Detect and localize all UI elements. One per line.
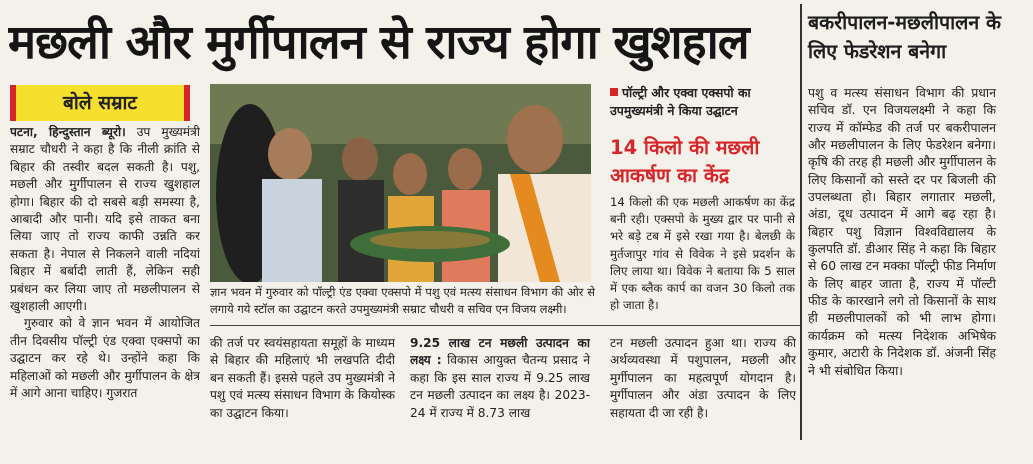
fish-article-body: 14 किलो की एक मछली आकर्षण का केंद्र बनी रही। एक्सपो के मुख्य द्वार पर पानी से भरे बड़े टब में इसे रखा गया है। बेलछी के मुर्तजापुर गांव से विवेक ने इसे प्रदर्शन के लिए लाया था। विवेक ने बताया कि 5 साल में एक ब्लैक कार्प का वजन 30 किलो तक हो जाता है। xyxy=(610,195,795,313)
expo-kicker-text: पॉल्ट्री और एक्वा एक्सपो का उपमुख्यमंत्री ने किया उद्घाटन xyxy=(610,85,751,118)
column-1-text-a: उप मुख्यमंत्री सम्राट चौधरी ने कहा है कि नीली क्रांति से बिहार की तस्वीर बदल सकती है। पशु, मछली और मुर्गीपालन से राज्य खुशहाल होगा। बिहार की दो सबसे बड़ी समस्या है, आबादी और पानी। यदि इसे ताकत बना लिया जाए तो राज्य काफी उन्नति कर सकता है। नेपाल से निकलने वाली नदियां बिहार में बर्बादी लाती हैं, लेकिन सही प्रबंधन कर लिया जाए तो मछलीपालन से खुशहाली आएगी। xyxy=(10,125,200,314)
caption-divider xyxy=(210,325,800,326)
event-photo xyxy=(210,84,591,282)
bullet-square-icon xyxy=(610,88,618,96)
side-headline: बकरीपालन-मछलीपालन के लिए फेडरेशन बनेगा xyxy=(808,11,1001,63)
article-column-2: की तर्ज पर स्वयंसहायता समूहों के माध्यम से बिहार की महिलाएं भी लखपति दीदी बन सकती हैं। इससे पहले उप मुख्यमंत्री ने पशु एवं मत्स्य संसाधन विभाग के कियोस्क का उद्घाटन किया। xyxy=(210,336,395,420)
photo-illustration xyxy=(210,84,591,282)
expo-kicker xyxy=(610,84,795,120)
side-article-body: पशु व मत्स्य संसाधन विभाग की प्रधान सचिव डॉ. एन विजयलक्ष्मी ने कहा कि राज्य में कॉम्फेड की तर्ज पर बकरीपालन और मछलीपालन के लिए फेडरेशन बनेगा। कृषि की तरह ही मछली और मुर्गीपालन के लिए किसानों को सस्ते दर पर बिजली की उपलब्धता हो। बिहार लगातार मछली, अंडा, दूध उत्पादन में आगे बढ़ रहा है। बिहार पशु विज्ञान विश्वविद्यालय के कुलपति डॉ. डीआर सिंह ने कहा कि बिहार से 60 लाख टन मक्का पॉल्ट्री फीड निर्माण के लिए बाहर जाता है, राज्य में पॉल्टी फीड के कारखाने लगे तो किसानों के साथ ही मछलीपालकों को भी लाभ होगा। कार्यक्रम को मत्स्य निदेशक अभिषेक कुमार, अटारी के निदेशक डॉ. अंजनी सिंह ने भी संबोधित किया। xyxy=(808,85,996,378)
main-headline: मछली और मुर्गीपालन से राज्य होगा खुशहाल xyxy=(8,15,749,70)
section-kicker: बोले सम्राट xyxy=(10,85,190,121)
article-column-1 xyxy=(10,124,200,442)
column-3-text: विकास आयुक्त चैतन्य प्रसाद ने कहा कि इस साल राज्य में 9.25 लाख टन मछली उत्पादन का लक्ष्य है। 2023-24 में राज्य में 8.73 लाख xyxy=(410,353,590,420)
column-1-text-b: गुरुवार को वे ज्ञान भवन में आयोजित तीन दिवसीय पॉल्ट्री एंड एक्वा एक्सपो का उद्घाटन कर रहे थे। उन्होंने कहा कि महिलाओं को मछली और मुर्गीपालन के क्षेत्र में आगे आना चाहिए। गुजरात xyxy=(10,316,200,401)
photo-caption: ज्ञान भवन में गुरुवार को पॉल्ट्री एंड एक्वा एक्सपो में पशु एवं मत्स्य संसाधन विभाग की ओर से लगाये गये स्टॉल का उद्घाटन करते उपमुख्यमंत्री सम्राट चौधरी व सचिव एन विजय लक्ष्मी। xyxy=(210,285,595,316)
dateline: पटना, हिन्दुस्तान ब्यूरो। xyxy=(10,125,126,139)
fish-subheadline: 14 किलो की मछली आकर्षण का केंद्र xyxy=(610,136,760,187)
column-3-lead: 9.25 लाख टन मछली उत्पादन का लक्ष्य : xyxy=(410,336,590,368)
article-column-4: टन मछली उत्पादन हुआ था। राज्य की अर्थव्यवस्था में पशुपालन, मछली और मुर्गीपालन का महत्वपूर्ण योगदान है। मुर्गीपालन और अंडा उत्पादन के लिए सहायता दी जा रही है। xyxy=(610,336,796,420)
column-divider xyxy=(800,4,802,440)
article-column-3 xyxy=(410,335,590,442)
